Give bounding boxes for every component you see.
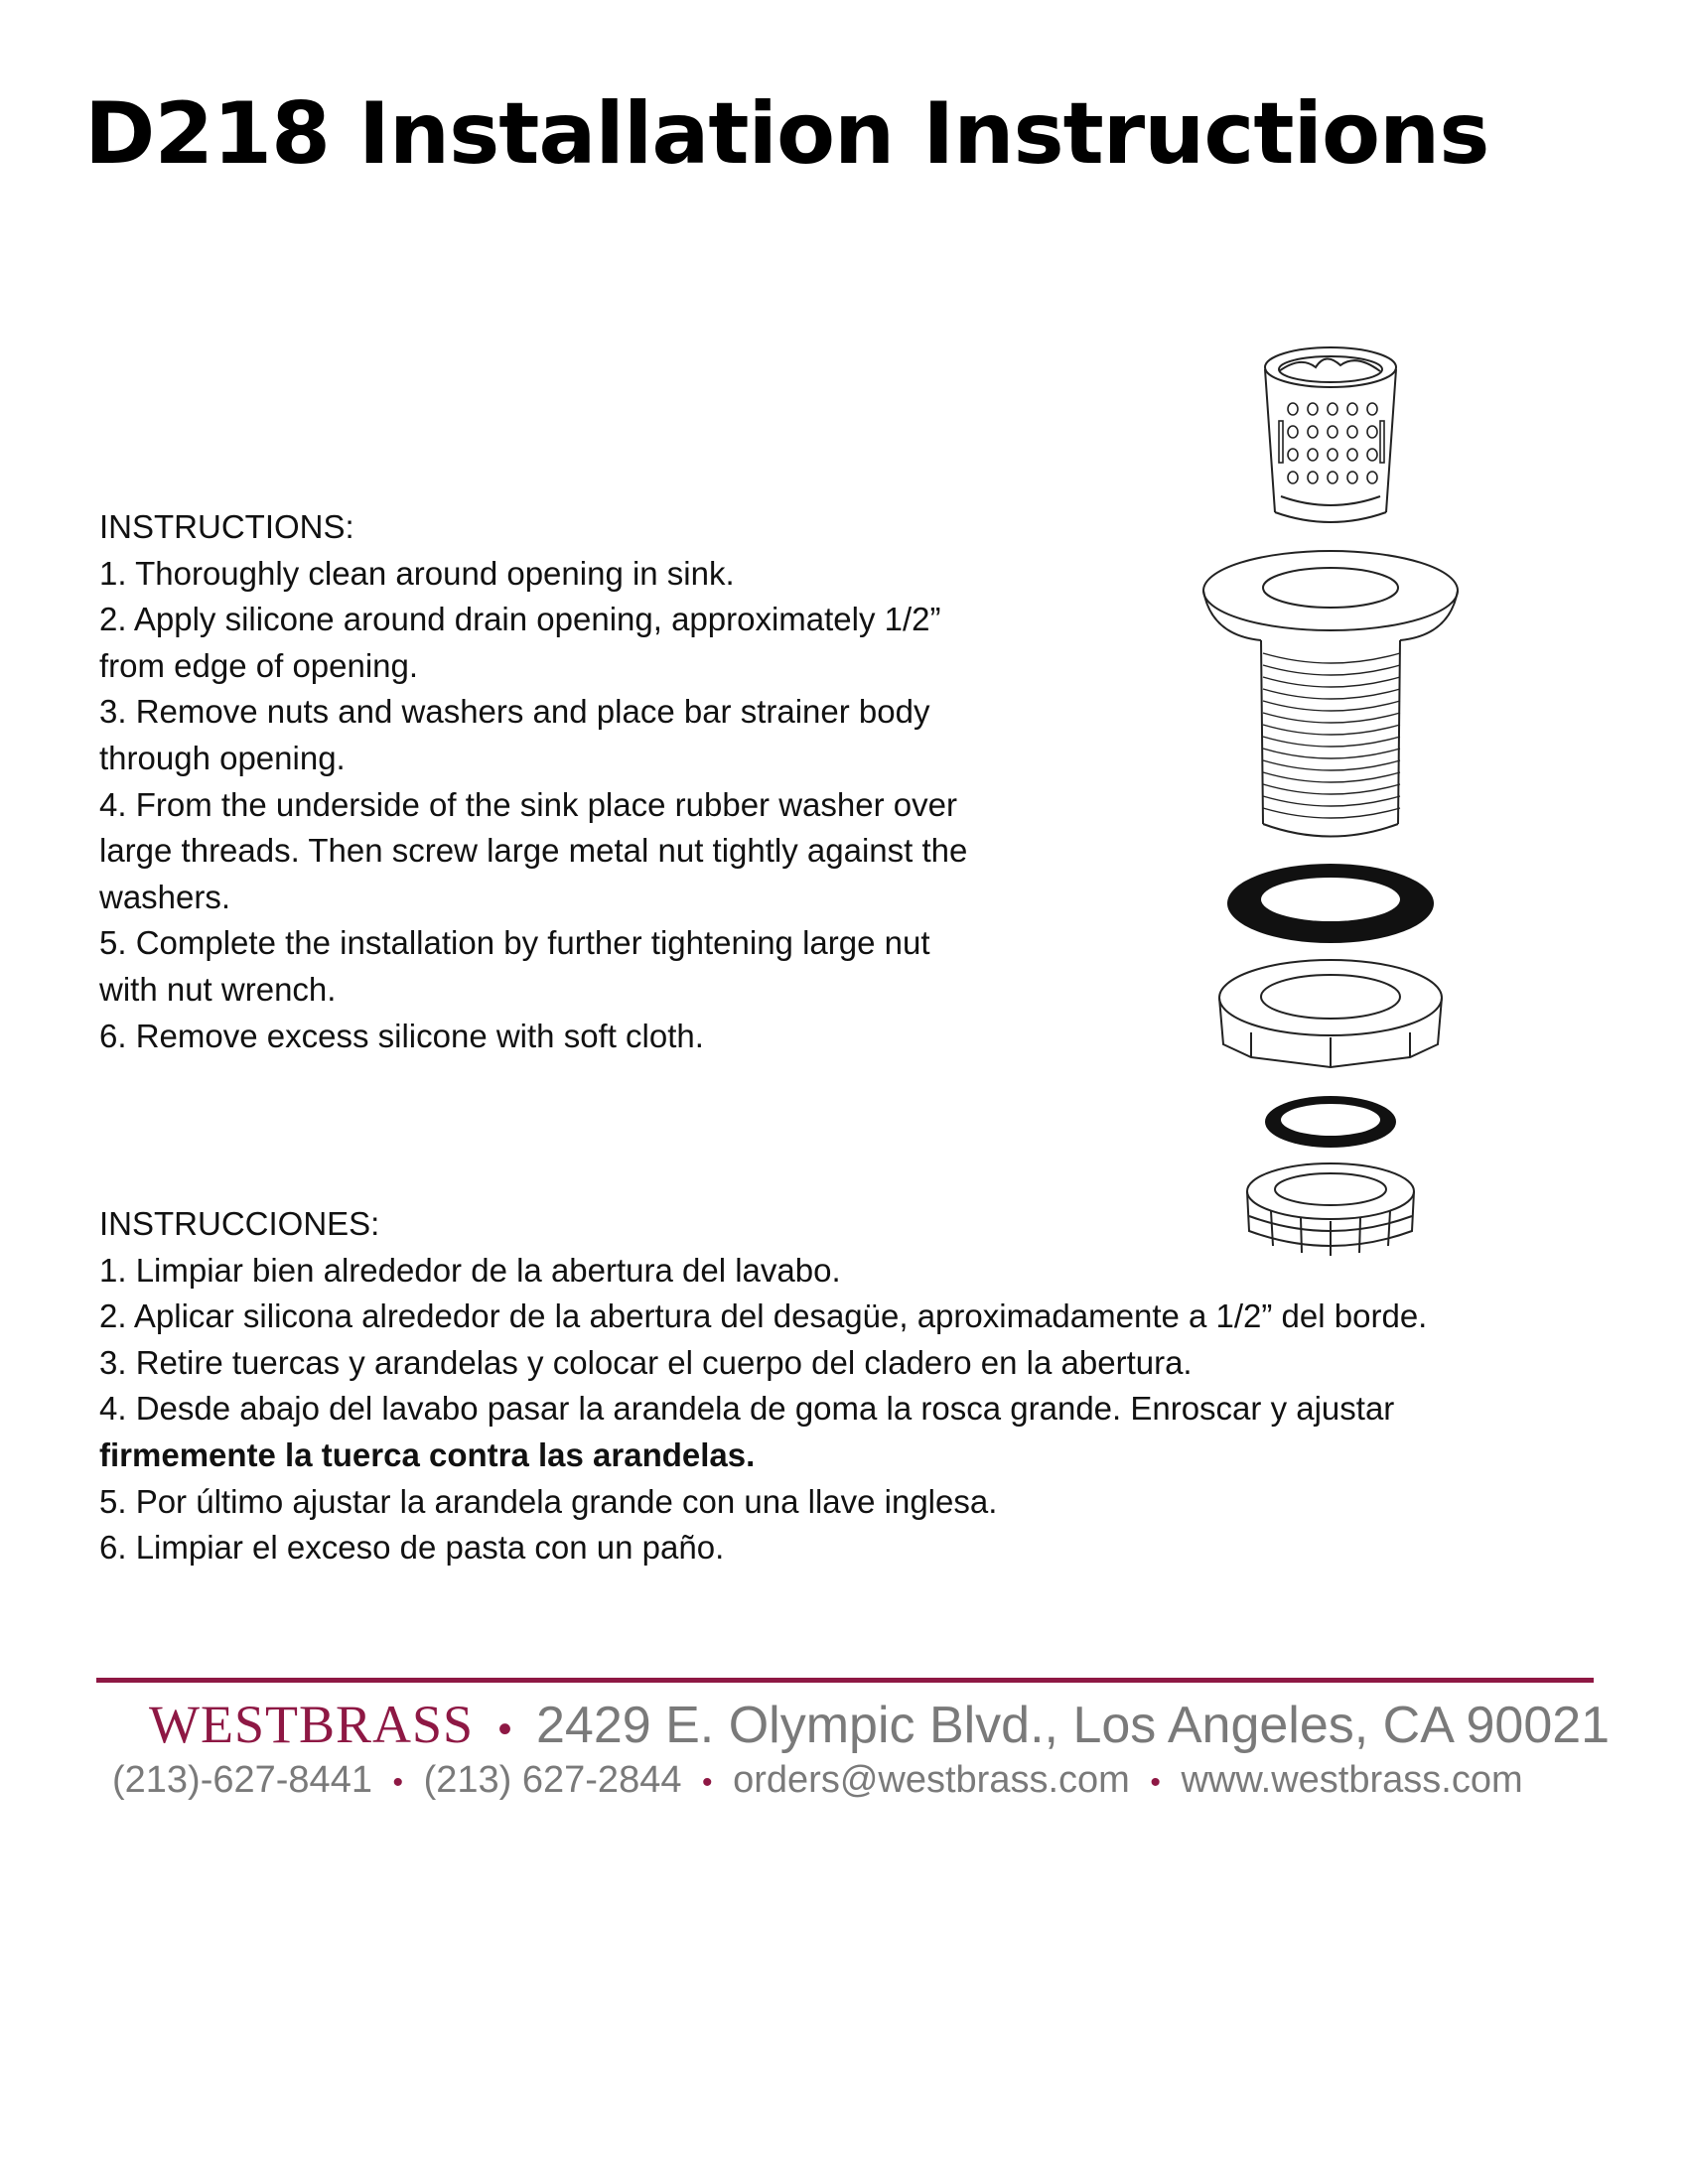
phone-2: (213) 627-2844 bbox=[423, 1759, 682, 1801]
large-metal-nut bbox=[1219, 960, 1442, 1067]
footer-divider bbox=[96, 1678, 1594, 1683]
instruction-line: from edge of opening. bbox=[99, 646, 419, 684]
bullet-separator: • bbox=[702, 1766, 713, 1799]
strainer-basket bbox=[1265, 347, 1396, 522]
instructions-heading: INSTRUCTIONS: bbox=[99, 508, 354, 545]
instrucciones-heading: INSTRUCCIONES: bbox=[99, 1205, 380, 1242]
exploded-parts-diagram bbox=[1182, 338, 1479, 1271]
bullet-separator: • bbox=[1150, 1766, 1161, 1799]
instruccion-line: 3. Retire tuercas y arandelas y colocar el cuerpo del cladero en la abertura. bbox=[99, 1343, 1193, 1381]
instruction-line: with nut wrench. bbox=[99, 970, 337, 1008]
instruccion-line-bold: firmemente la tuerca contra las arandelas. bbox=[99, 1435, 756, 1473]
instruction-line: 4. From the underside of the sink place rubber washer over bbox=[99, 785, 957, 823]
bullet-separator: • bbox=[497, 1707, 512, 1751]
instruction-line: 2. Apply silicone around drain opening, approximately 1/2” bbox=[99, 601, 941, 638]
instruccion-line: 2. Aplicar silicona alrededor de la abertura del desagüe, aproximadamente a 1/2” del borde. bbox=[99, 1297, 1428, 1335]
rubber-washer bbox=[1227, 864, 1434, 943]
footer-contact-line bbox=[112, 1759, 1523, 1802]
instruction-line: large threads. Then screw large metal nut tightly against the bbox=[99, 832, 968, 870]
website-link[interactable]: www.westbrass.com bbox=[1181, 1759, 1523, 1801]
strainer-body-flange bbox=[1203, 551, 1458, 837]
footer-address-line bbox=[149, 1694, 1610, 1755]
instruccion-line: 6. Limpiar el exceso de pasta con un paño. bbox=[99, 1529, 725, 1567]
coupling-nut bbox=[1247, 1163, 1414, 1256]
bullet-separator: • bbox=[392, 1766, 404, 1799]
address: 2429 E. Olympic Blvd., Los Angeles, CA 90021 bbox=[536, 1697, 1611, 1754]
small-washer bbox=[1265, 1096, 1396, 1148]
instruction-line: 3. Remove nuts and washers and place bar strainer body bbox=[99, 693, 930, 731]
instruction-line: 5. Complete the installation by further tightening large nut bbox=[99, 924, 930, 962]
phone-1: (213)-627-8441 bbox=[112, 1759, 372, 1801]
page-title: D218 Installation Instructions bbox=[84, 84, 1489, 184]
instruction-line: 1. Thoroughly clean around opening in sink. bbox=[99, 554, 735, 592]
instruccion-line: 5. Por último ajustar la arandela grande con una llave inglesa. bbox=[99, 1482, 998, 1520]
brand-logo: WESTBRASS bbox=[149, 1695, 475, 1754]
instruction-line: 6. Remove excess silicone with soft cloth. bbox=[99, 1017, 704, 1054]
instruccion-line: 4. Desde abajo del lavabo pasar la arandela de goma la rosca grande. Enroscar y ajustar bbox=[99, 1390, 1395, 1428]
instruccion-line: 1. Limpiar bien alrededor de la abertura del lavabo. bbox=[99, 1251, 841, 1289]
english-instructions bbox=[99, 504, 967, 1059]
email-link[interactable]: orders@westbrass.com bbox=[733, 1759, 1130, 1801]
instruction-line: through opening. bbox=[99, 739, 346, 776]
instruction-line: washers. bbox=[99, 878, 231, 915]
